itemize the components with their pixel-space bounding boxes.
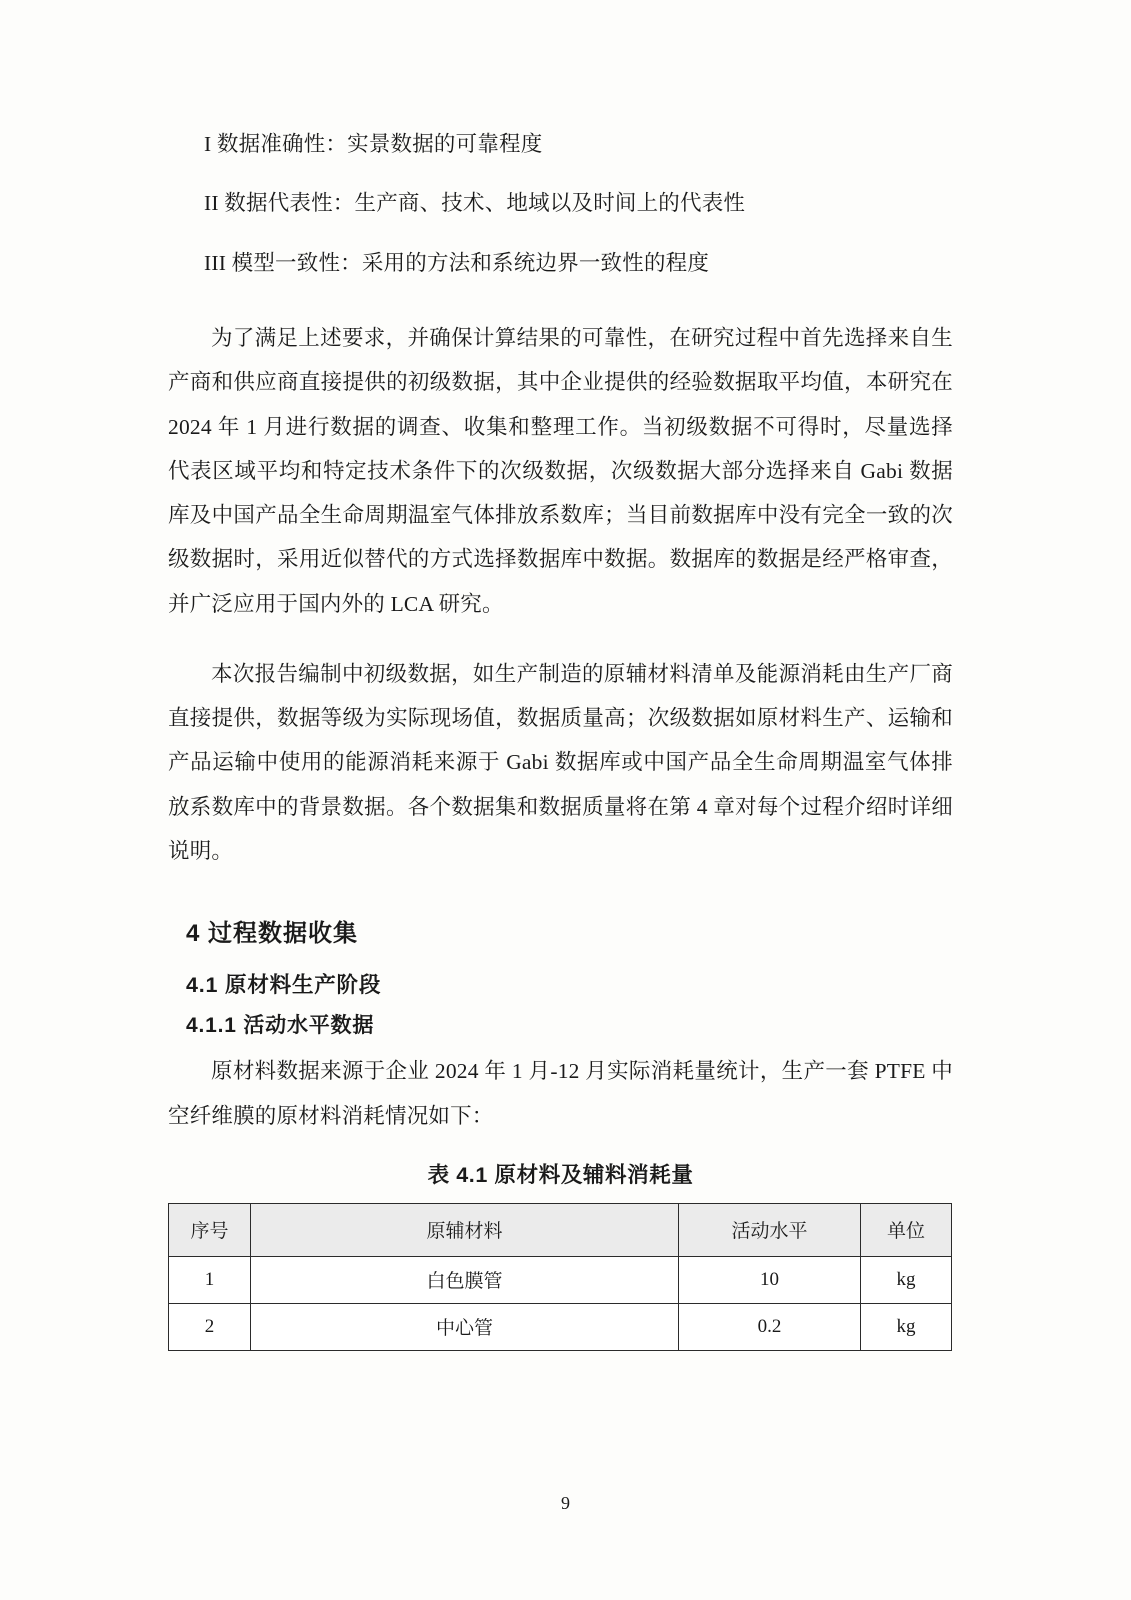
section-heading-4: 4 过程数据收集 <box>186 920 359 948</box>
table-cell-index: 1 <box>169 1256 251 1303</box>
table-header-cell: 序号 <box>169 1203 251 1256</box>
table-cell-material: 白色膜管 <box>251 1256 679 1303</box>
page-content <box>168 128 953 1351</box>
criteria-item-3: III 模型一致性：采用的方法和系统边界一致性的程度 <box>204 250 710 275</box>
table-header-cell: 单位 <box>861 1203 952 1256</box>
table-row <box>169 1256 952 1303</box>
table-header-row <box>169 1203 952 1256</box>
table-caption: 表 4.1 原材料及辅料消耗量 <box>427 1162 694 1187</box>
criteria-item-2: II 数据代表性：生产商、技术、地域以及时间上的代表性 <box>204 191 746 216</box>
page-number: 9 <box>561 1493 570 1513</box>
spacer <box>168 632 953 652</box>
table-cell-unit: kg <box>861 1256 952 1303</box>
paragraph-raw-material-data: 原材料数据来源于企业 2024 年 1 月-12 月实际消耗量统计，生产一套 PTFE 中空纤维膜的原材料消耗情况如下： <box>168 1059 953 1128</box>
table-row <box>169 1303 952 1350</box>
paragraph-report-data: 本次报告编制中初级数据，如生产制造的原辅材料清单及能源消耗由生产厂商直接提供，数据等级为实际现场值，数据质量高；次级数据如原材料生产、运输和产品运输中使用的能源消耗来源于 Gabi 数据库或中国产品全生命周期温室气体排放系数库中的背景数据。各个数据集和数据质量将在第 4 章对每个过程介绍时详细说明。 <box>168 661 953 864</box>
table-header-cell: 原辅材料 <box>251 1203 679 1256</box>
criteria-item-1: I 数据准确性：实景数据的可靠程度 <box>204 132 543 156</box>
spacer <box>168 306 953 316</box>
spacer <box>168 948 953 968</box>
table-cell-activity: 0.2 <box>679 1303 861 1350</box>
table-cell-index: 2 <box>169 1303 251 1350</box>
table-cell-activity: 10 <box>679 1256 861 1303</box>
raw-material-table <box>168 1203 952 1351</box>
subsection-heading-4-1: 4.1 原材料生产阶段 <box>186 973 382 998</box>
spacer <box>168 1138 953 1158</box>
spacer <box>168 1039 953 1049</box>
subsection-heading-4-1-1: 4.1.1 活动水平数据 <box>186 1014 375 1038</box>
table-cell-unit: kg <box>861 1303 952 1350</box>
spacer <box>168 999 953 1009</box>
table-header-cell: 活动水平 <box>679 1203 861 1256</box>
spacer <box>168 879 953 913</box>
paragraph-data-sources: 为了满足上述要求，并确保计算结果的可靠性，在研究过程中首先选择来自生产商和供应商直接提供的初级数据，其中企业提供的经验数据取平均值，本研究在 2024 年 1 月进行数据的调查、收集和整理工作。当初级数据不可得时，尽量选择代表区域平均和特定技术条件下的次级数据，次级数据大部分选择来自 Gabi 数据库及中国产品全生命周期温室气体排放系数库；当目前数据库中没有完全一致的次级数据时，采用近似替代的方式选择数据库中数据。数据库的数据是经严格审查，并广泛应用于国内外的 LCA 研究。 <box>168 325 953 616</box>
table-cell-material: 中心管 <box>251 1303 679 1350</box>
